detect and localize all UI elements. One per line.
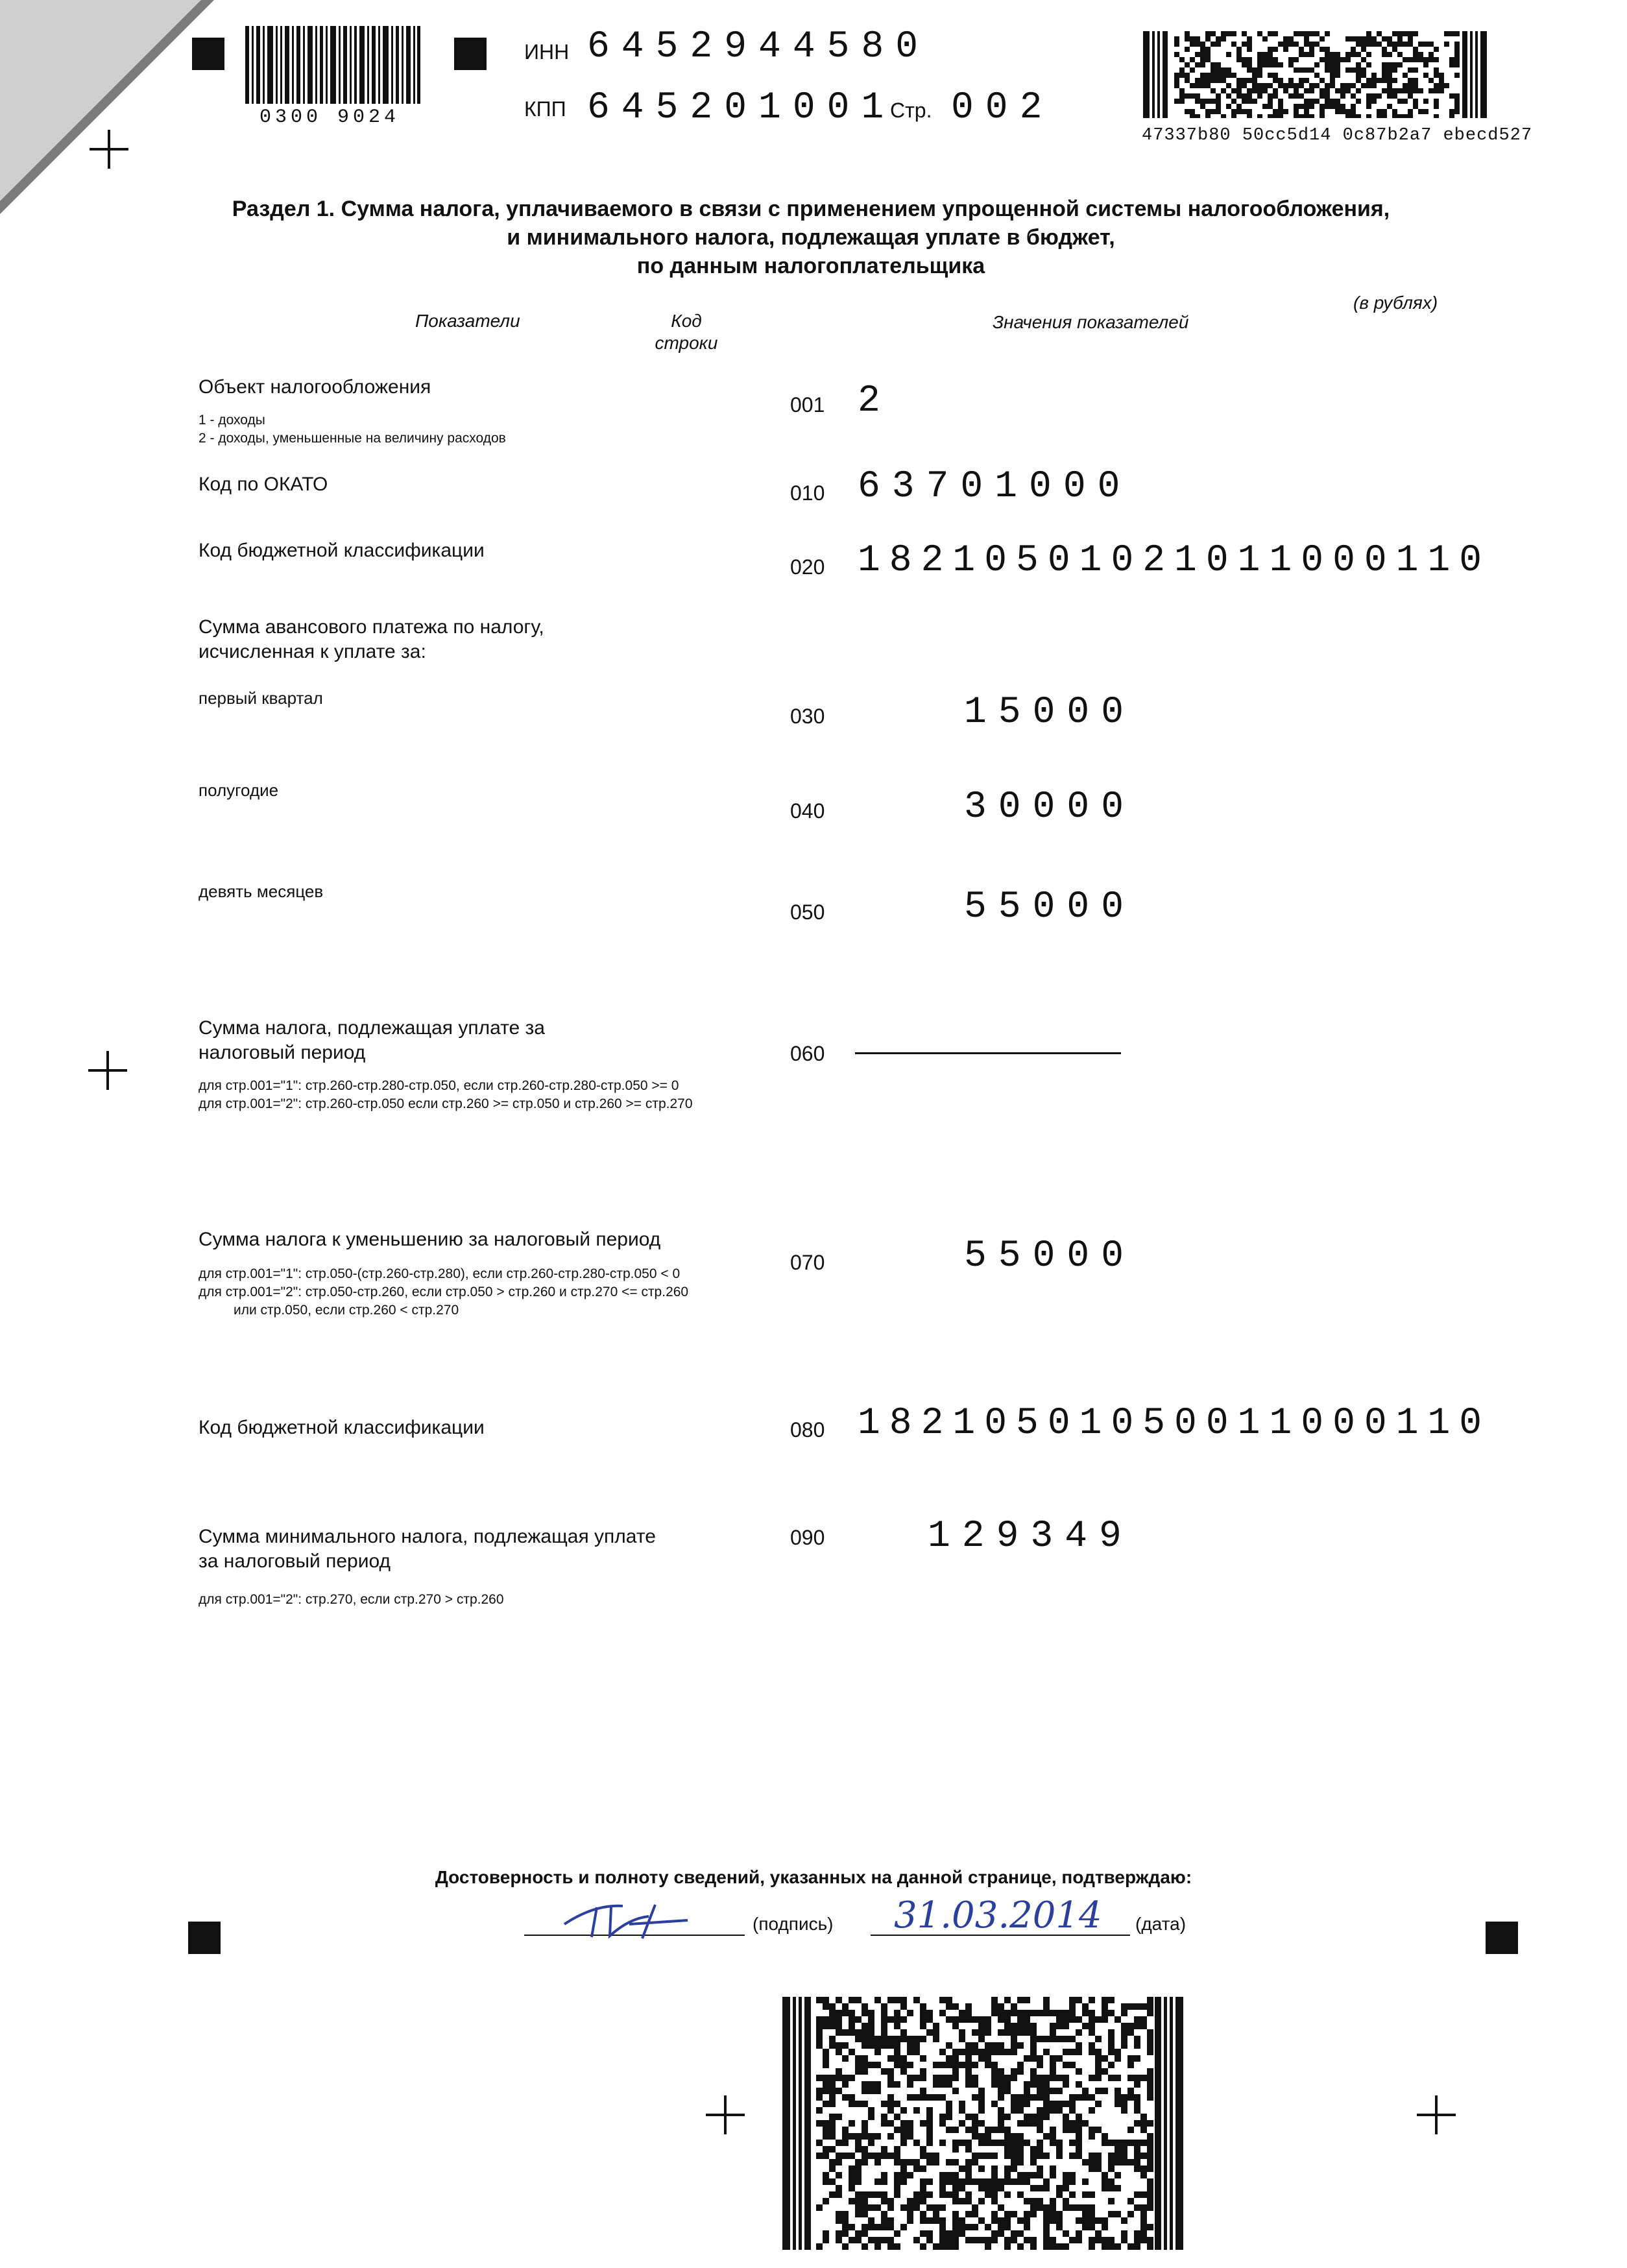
row-001-label: Объект налогообложения [199,376,431,398]
row-010-value: 63701000 [858,466,1132,508]
signature-label: (подпись) [753,1914,834,1934]
row-090-note1: для стр.001="2": стр.270, если стр.270 > стр.260 [199,1592,504,1607]
row-010-code: 010 [790,481,825,505]
crosshair-mark-bottom-left [706,2095,745,2134]
crosshair-mark-top-left [90,130,128,169]
barcode-number: 0300 9024 [259,106,400,128]
row-090-value: 129349 [928,1515,1133,1558]
row-030-value: 15000 [964,692,1136,734]
inn-label: ИНН [524,40,570,64]
row-050-label: девять месяцев [199,882,324,901]
registration-square-top-left [192,38,224,70]
row-020-code: 020 [790,555,825,579]
column-header-code: Код строки [655,311,718,353]
row-070-note1: для стр.001="1": стр.050-(стр.260-стр.280), если стр.260-стр.280-стр.050 < 0 [199,1266,681,1281]
row-030-label: первый квартал [199,688,323,708]
confirmation-text: Достоверность и полноту сведений, указанных на данной странице, подтверждаю: [435,1867,1192,1887]
row-070-note2: для стр.001="2": стр.050-стр.260, если стр.050 > стр.260 и стр.270 <= стр.260 [199,1285,689,1299]
kpp-value: 645201001 [587,87,896,129]
row-080-value: 18210501050011000110 [858,1403,1491,1445]
section-title-line2: и минимального налога, подлежащая уплате в бюджет, [507,225,1115,250]
row-070-value: 55000 [964,1235,1136,1277]
row-090-label-line1: Сумма минимального налога, подлежащая уплате [199,1526,656,1547]
crosshair-mark-mid-left [88,1051,127,1090]
registration-square-bottom-left [188,1922,221,1954]
section-title-line3: по данным налогоплательщика [636,254,985,278]
row-090-label-line2: за налоговый период [199,1550,391,1572]
advance-payment-label-line1: Сумма авансового платежа по налогу, [199,616,544,638]
row-060-code: 060 [790,1042,825,1065]
inn-value: 6452944580 [587,26,930,68]
linear-barcode [245,26,420,104]
row-070-code: 070 [790,1251,825,1274]
row-070-label: Сумма налога к уменьшению за налоговый период [199,1229,661,1250]
date-value: 31.03.2014 [894,1894,1102,1936]
row-060-dash-line [855,1052,1121,1054]
row-040-label: полугодие [199,780,279,800]
pdf417-barcode-top [1143,31,1487,118]
kpp-label: КПП [524,97,566,121]
date-label: (дата) [1135,1914,1187,1934]
row-040-value: 30000 [964,786,1136,828]
signature-mark [558,1898,714,1944]
row-001-note2: 2 - доходы, уменьшенные на величину расходов [199,431,506,446]
row-080-code: 080 [790,1418,825,1442]
column-header-indicators: Показатели [415,311,520,331]
page-fold-shadow [0,0,201,201]
row-010-label: Код по ОКАТО [199,474,328,495]
row-060-note2: для стр.001="2": стр.260-стр.050 если стр.260 >= стр.050 и стр.260 >= стр.270 [199,1096,693,1111]
row-050-code: 050 [790,900,825,924]
registration-square-top-mid [454,38,487,70]
row-090-code: 090 [790,1526,825,1549]
row-020-value: 18210501021011000110 [858,540,1491,582]
pdf417-barcode-bottom [782,1997,1183,2250]
row-060-label-line1: Сумма налога, подлежащая уплате за [199,1017,545,1039]
row-030-code: 030 [790,705,825,728]
row-020-label: Код бюджетной классификации [199,540,485,561]
row-001-code: 001 [790,393,825,416]
advance-payment-label-line2: исчисленная к уплате за: [199,641,426,662]
row-040-code: 040 [790,799,825,823]
row-080-label: Код бюджетной классификации [199,1417,485,1438]
hash-code: 47337b80 50cc5d14 0c87b2a7 ebecd527 [1142,126,1533,145]
page-number: 002 [951,87,1054,129]
row-050-value: 55000 [964,886,1136,928]
row-060-label-line2: налоговый период [199,1042,366,1063]
units-note: (в рублях) [1353,293,1438,313]
row-001-note1: 1 - доходы [199,413,265,428]
section-title-line1: Раздел 1. Сумма налога, уплачиваемого в связи с применением упрощенной системы налогообложения, [232,197,1390,221]
row-070-note3: или стр.050, если стр.260 < стр.270 [234,1303,459,1318]
registration-square-bottom-right [1486,1922,1518,1954]
page-label: Стр. [890,99,932,122]
column-header-values: Значения показателей [993,312,1189,332]
crosshair-mark-bottom-right [1417,2095,1456,2134]
row-001-value: 2 [858,380,892,422]
row-060-note1: для стр.001="1": стр.260-стр.280-стр.050, если стр.260-стр.280-стр.050 >= 0 [199,1078,679,1093]
